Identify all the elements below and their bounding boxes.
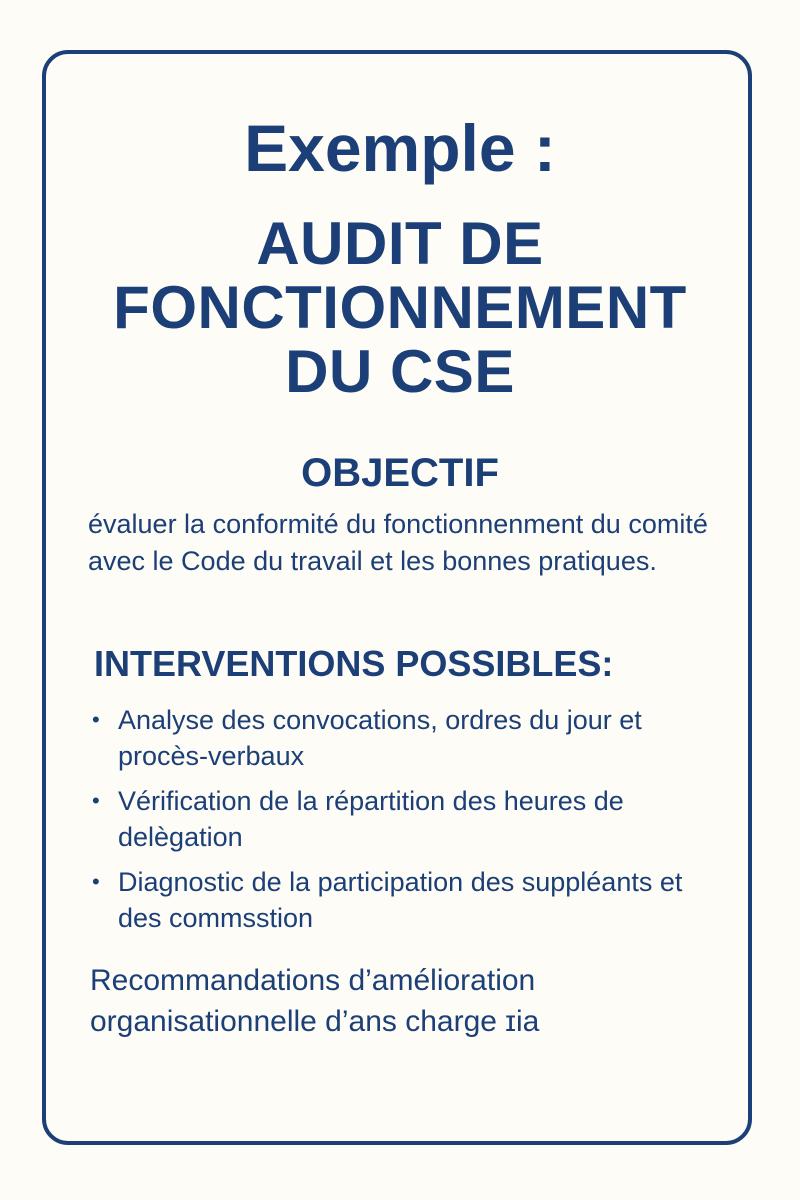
recommandations-text: Recommandations d’amélioration organisationnelle d’ans charge ɪia	[90, 964, 540, 1038]
main-title-line-3: DU CSE	[285, 338, 515, 405]
interventions-heading: INTERVENTIONS POSSIBLES:	[94, 643, 614, 684]
intervention-text: Analyse des convocations, ordres du jour et procès-verbaux	[118, 705, 642, 771]
objectif-text: évaluer la conformité du fonctionnenment du comité avec le Code du travail et les bonnes pratiques.	[88, 509, 708, 576]
bullet-icon: •	[92, 869, 100, 894]
title-exemple: Exemple :	[244, 111, 556, 185]
list-item	[92, 864, 732, 936]
bullet-icon: •	[92, 788, 100, 813]
bullet-icon: •	[92, 707, 100, 732]
objectif-heading: OBJECTIF	[301, 451, 499, 495]
main-title-line-1: AUDIT DE	[256, 210, 544, 277]
intervention-text: Diagnostic de la participation des suppléants et des commsstion	[118, 867, 683, 933]
list-item	[92, 702, 732, 774]
main-title-line-2: FONCTIONNEMENT	[113, 274, 687, 341]
interventions-list	[92, 702, 732, 945]
list-item	[92, 783, 732, 855]
main-title	[0, 212, 800, 404]
intervention-text: Vérification de la répartition des heures de delègation	[118, 786, 624, 852]
